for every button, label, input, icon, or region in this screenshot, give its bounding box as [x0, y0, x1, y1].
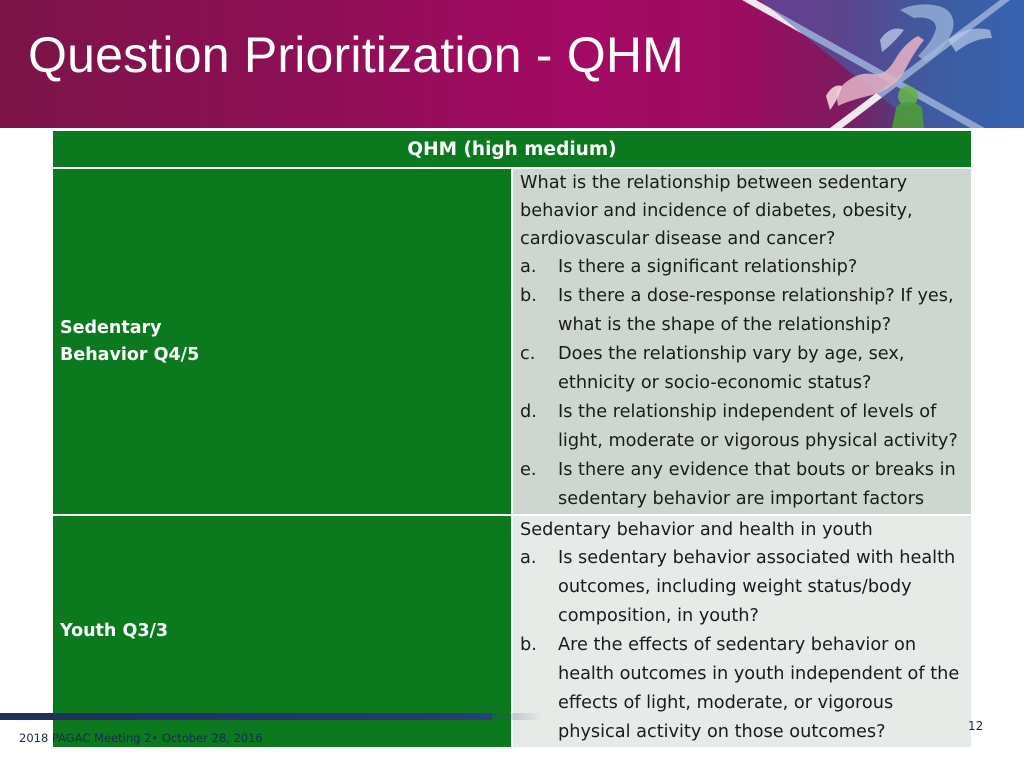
question-intro: Sedentary behavior and health in youth [520, 520, 873, 540]
row-label-sedentary-behavior [52, 168, 512, 515]
footer-divider [0, 713, 492, 720]
sub-question-list [520, 544, 965, 747]
list-item-text: Is there a significant relationship? [558, 257, 858, 277]
row-label-line: Behavior Q4/5 [60, 344, 200, 365]
question-intro: What is the relationship between sedentary behavior and incidence of diabetes, obesity, cardiovascular disease and cancer? [520, 173, 913, 249]
row-label-line: Youth Q3/3 [60, 621, 169, 641]
list-marker: b. [520, 286, 537, 306]
table-header: QHM (high medium) [52, 130, 972, 168]
list-item [520, 456, 965, 514]
list-marker: e. [520, 460, 537, 480]
question-table [51, 129, 973, 749]
table-header-row [52, 130, 972, 168]
slide-title: Question Prioritization - QHM [28, 27, 684, 83]
page-number: 12 [968, 719, 984, 733]
list-marker: a. [520, 257, 537, 277]
list-marker: a. [520, 548, 537, 568]
footer-text: 2018 PAGAC Meeting 2• October 28, 2016 [19, 731, 263, 745]
footer-divider-fade [492, 713, 542, 720]
row-content [512, 515, 972, 748]
list-item [520, 544, 965, 631]
list-item-text: Are the effects of sedentary behavior on health outcomes in youth independent of the effects of light, moderate, or vigorous physical activity on those outcomes? [558, 635, 960, 742]
list-marker: b. [520, 635, 537, 655]
list-item-text: Is sedentary behavior associated with health outcomes, including weight status/body composition, in youth? [558, 548, 956, 626]
title-banner [0, 0, 1024, 128]
row-content [512, 168, 972, 515]
list-item-text: Is there any evidence that bouts or breaks in sedentary behavior are important factors [558, 460, 956, 509]
table-row [52, 168, 972, 515]
list-item-text: Does the relationship vary by age, sex, ethnicity or socio-economic status? [558, 344, 905, 393]
row-label-line: Sedentary [60, 317, 162, 338]
list-marker: c. [520, 344, 536, 364]
sub-question-list [520, 253, 965, 514]
list-item [520, 631, 965, 747]
list-item-text: Is the relationship independent of levels of light, moderate or vigorous physical activity? [558, 402, 958, 451]
list-item [520, 340, 965, 398]
list-item [520, 253, 965, 282]
list-item-text: Is there a dose-response relationship? If yes, what is the shape of the relationship? [558, 286, 954, 335]
list-item [520, 398, 965, 456]
list-marker: d. [520, 402, 537, 422]
list-item [520, 282, 965, 340]
